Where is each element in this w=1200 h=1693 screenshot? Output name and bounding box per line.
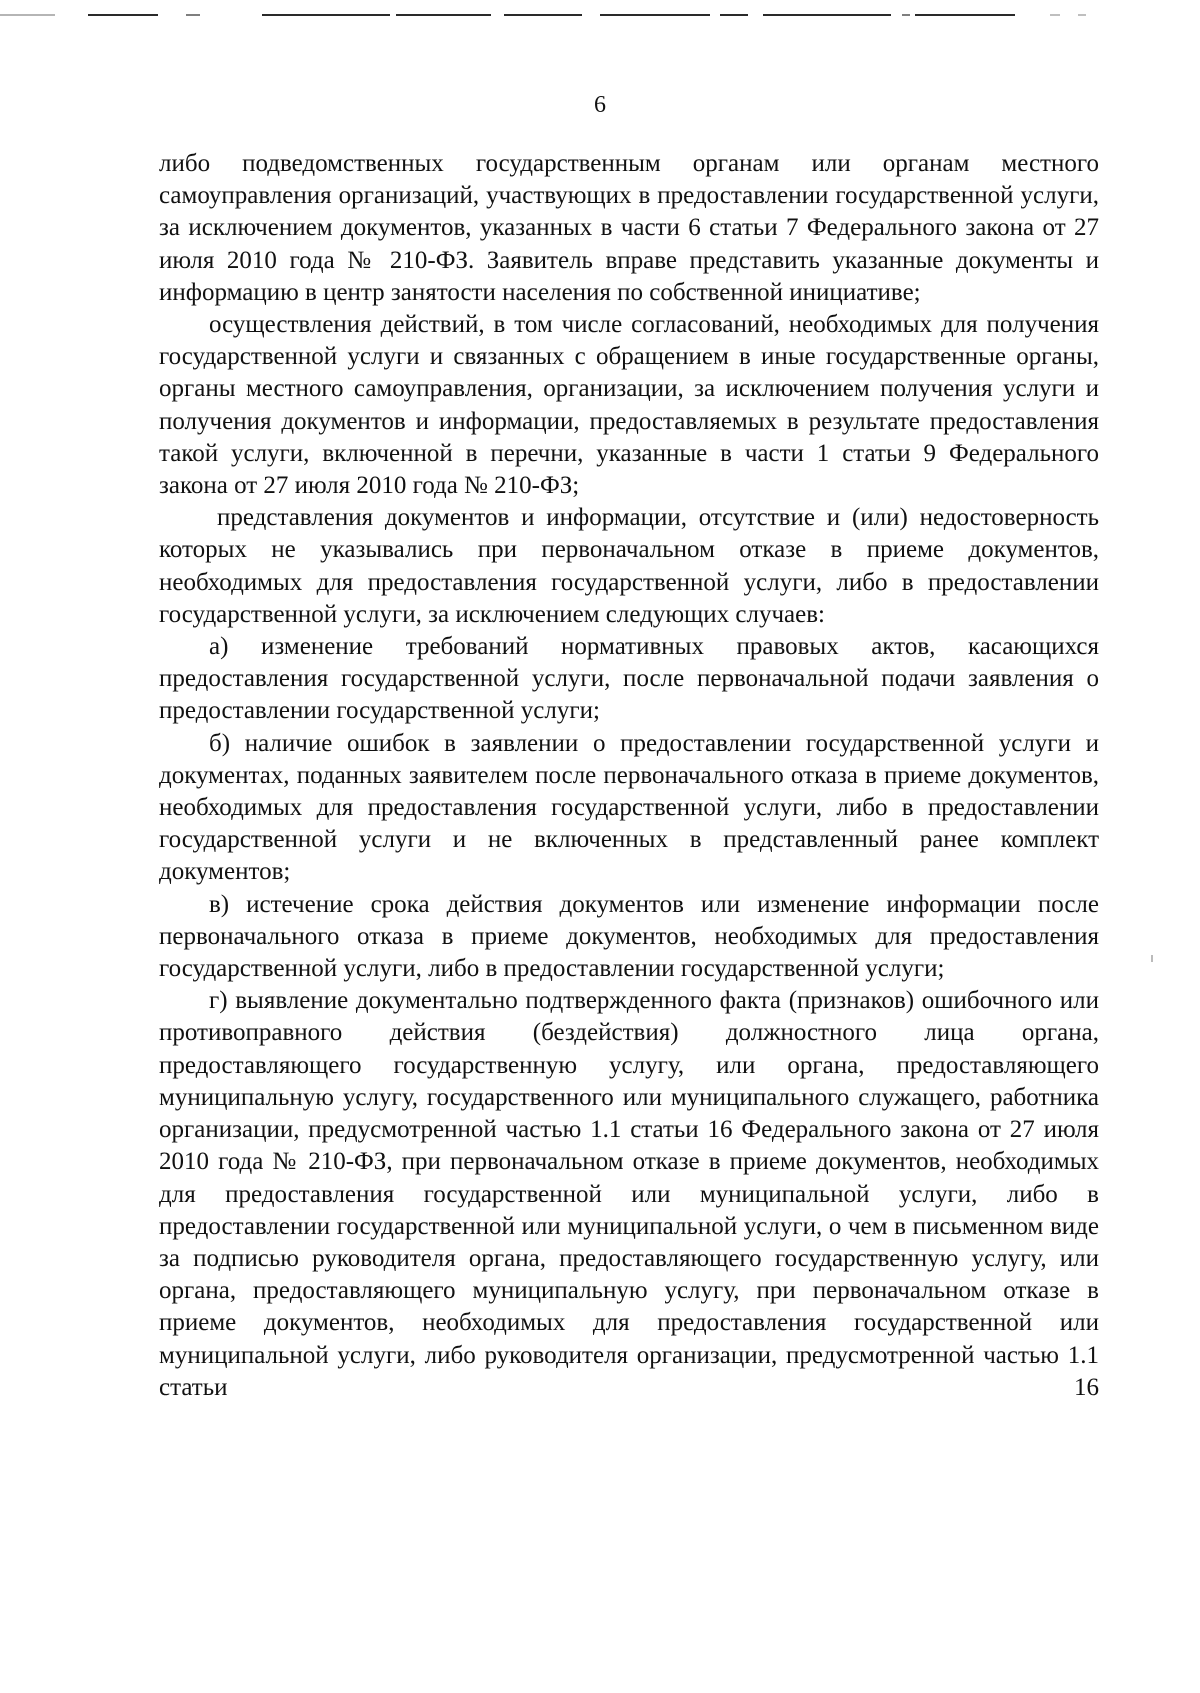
scan-top-edge-artifact bbox=[0, 14, 1200, 18]
paragraph-continuation: либо подведомственных государственным органам или органам местного самоуправления организаций, участвующих в предоставлении государственной услуги, за исключением документов, указанных в части 6 статьи 7 Федерального закона от 27 июля 2010 года № 210-ФЗ. Заявитель вправе представить указанные документы и информацию в центр занятости населения по собственной инициативе; bbox=[159, 150, 1099, 306]
paragraph-actions: осуществления действий, в том числе согласований, необходимых для получения государственной услуги и связанных с обращением в иные государственные органы, органы местного самоуправления, организации, за исключением получения услуги и получения документов и информации, предоставляемых в результате предоставления такой услуги, включенной в перечни, указанные в части 1 статьи 9 Федерального закона от 27 июля 2010 года № 210-ФЗ; bbox=[159, 311, 1099, 500]
paragraph-documents: представления документов и информации, отсутствие и (или) недостоверность которых не указывались при первоначальном отказе в приеме документов, необходимых для предоставления государственной услуги, либо в предоставлении государственной услуги, за исключением следующих случаев: bbox=[159, 504, 1099, 628]
document-body bbox=[159, 148, 1099, 1404]
list-item-g: г) выявление документально подтвержденного факта (признаков) ошибочного или противоправного действия (бездействия) должностного лица органа, предоставляющего государственную услугу, или органа, предоставляющего муниципальную услугу, государственного или муниципального служащего, работника организации, предусмотренной частью 1.1 статьи 16 Федерального закона от 27 июля 2010 года № 210-ФЗ, при первоначальном отказе в приеме документов, необходимых для предоставления государственной или муниципальной услуги, либо в предоставлении государственной или муниципальной услуги, о чем в письменном виде за подписью руководителя органа, предоставляющего государственную услугу, или органа, предоставляющего муниципальную услугу, при первоначальном отказе в приеме документов, необходимых для предоставления государственной или муниципальной услуги, либо руководителя организации, предусмотренной частью 1.1 статьи 16 bbox=[159, 987, 1099, 1401]
list-item-b: б) наличие ошибок в заявлении о предоставлении государственной услуги и документах, поданных заявителем после первоначального отказа в приеме документов, необходимых для предоставления государственной услуги, либо в предоставлении государственной услуги и не включенных в представленный ранее комплект документов; bbox=[159, 729, 1099, 886]
scan-speck bbox=[1151, 955, 1153, 962]
list-item-v: в) истечение срока действия документов или изменение информации после первоначального отказа в приеме документов, необходимых для предоставления государственной услуги, либо в предоставлении государственной услуги; bbox=[159, 890, 1099, 983]
list-item-a: а) изменение требований нормативных правовых актов, касающихся предоставления государственной услуги, после первоначальной подачи заявления о предоставлении государственной услуги; bbox=[159, 633, 1099, 725]
page-number: 6 bbox=[594, 92, 606, 118]
